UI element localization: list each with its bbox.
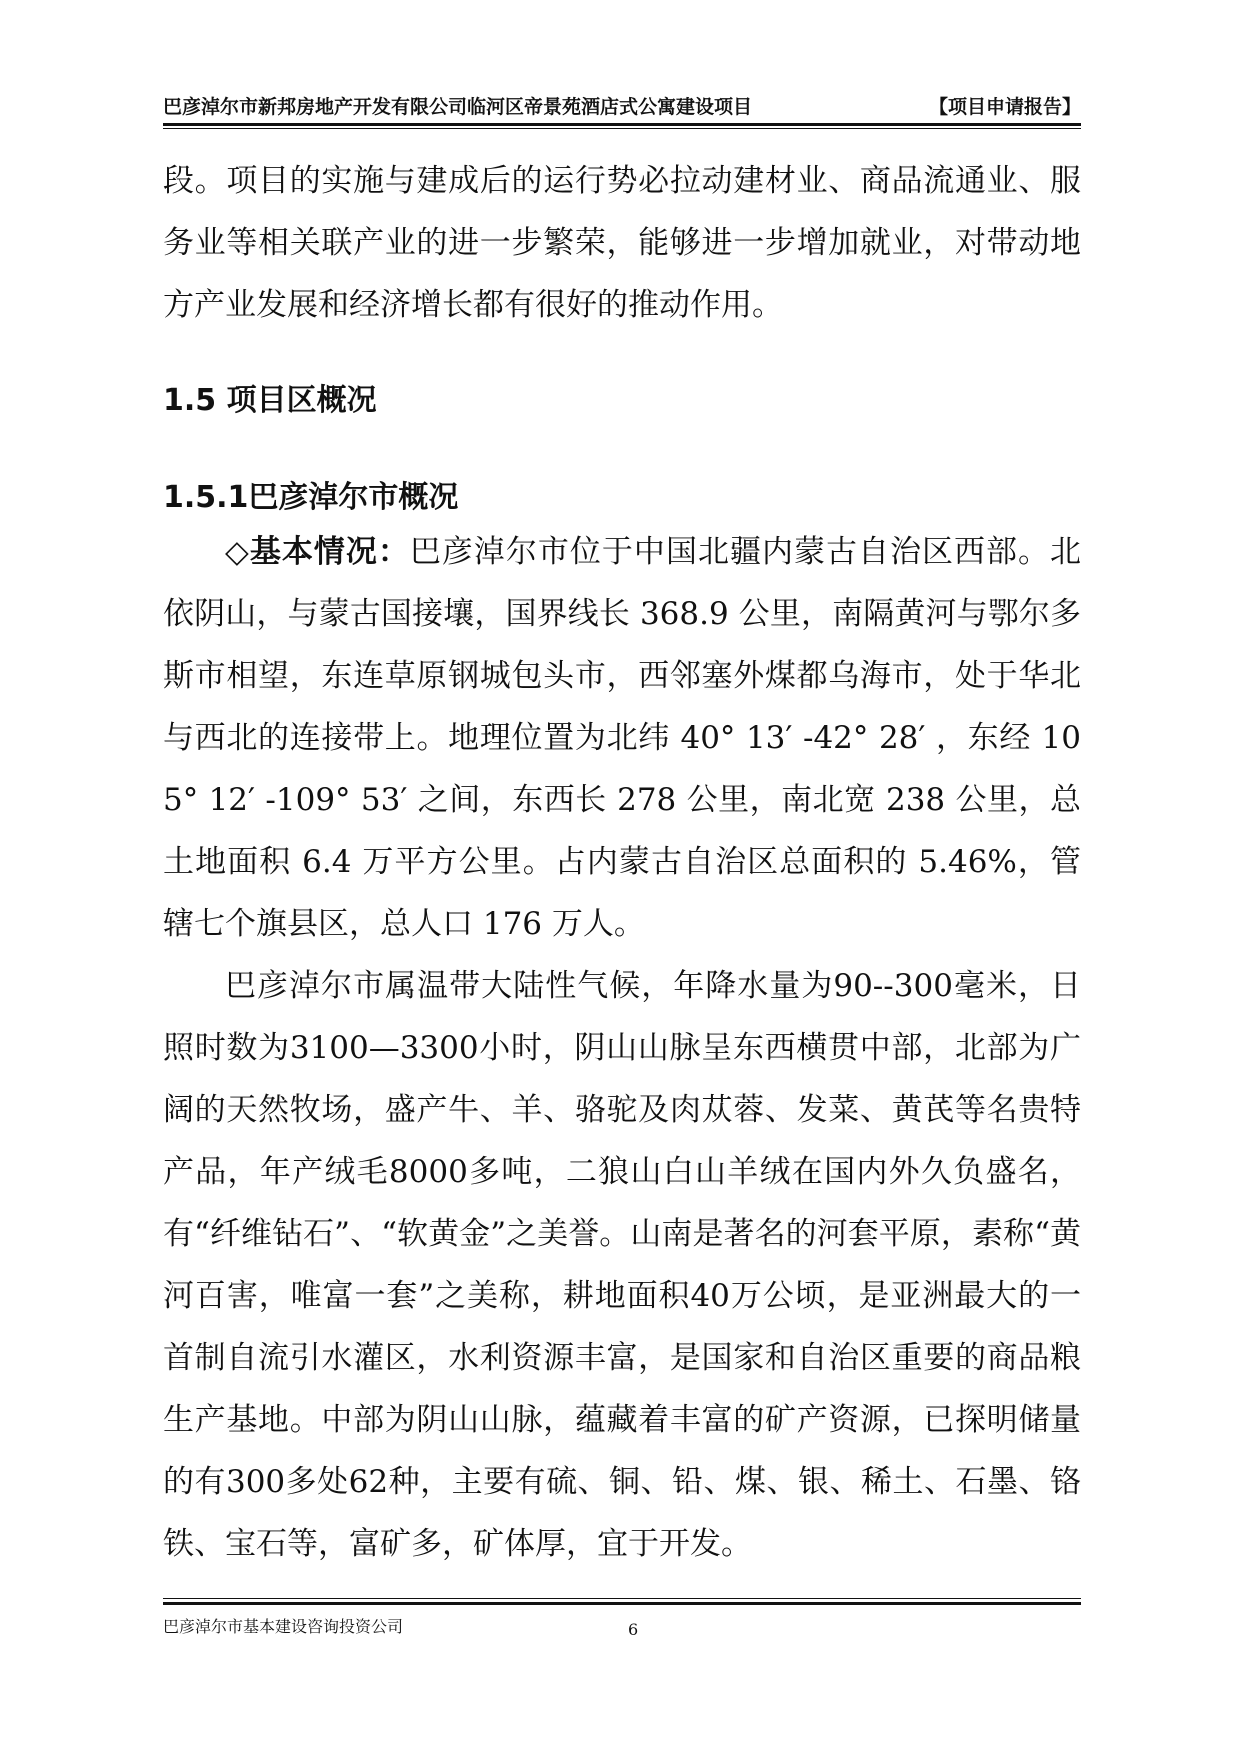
section-heading: 1.5 项目区概况 [163,383,377,418]
header-title: 巴彦淖尔市新邦房地产开发有限公司临河区帝景苑酒店式公寓建设项目 [163,96,753,118]
basic-info-label: ◇基本情况： [225,534,410,570]
header-rule-thick [163,123,1081,126]
main-text-block [163,521,1081,1575]
basic-info-text: 巴彦淖尔市位于中国北疆内蒙古自治区西部。北依阴山，与蒙古国接壤，国界线长 368.9 公里，南隔黄河与鄂尔多斯市相望，东连草原钢城包头市，西邻塞外煤都乌海市，处于华北与西北的连接带上。地理位置为北纬 40° 13′ -42° 28′ ，东经 105° 12′ -109° 53′ 之间，东西长 278 公里，南北宽 238 公里，总土地面积 6.4 万平方公里。占内蒙古自治区总面积的 5.46%，管辖七个旗县区，总人口 176 万人。 [163,534,1082,942]
header-tag: 【项目申请报告】 [928,96,1081,118]
basic-info-paragraph [163,521,1081,955]
page-header [163,84,1081,124]
header-rule-thin [163,128,1081,129]
footer-rule-thin [163,1598,1081,1599]
footer-company: 巴彦淖尔市基本建设咨询投资公司 [163,1617,404,1636]
page-number: 6 [628,1620,639,1639]
subsection-heading: 1.5.1巴彦淖尔市概况 [163,480,459,515]
climate-paragraph: 巴彦淖尔市属温带大陆性气候，年降水量为90--300毫米，日照时数为3100—3300小时，阴山山脉呈东西横贯中部，北部为广阔的天然牧场，盛产牛、羊、骆驼及肉苁蓉、发菜、黄芪等名贵特产品，年产绒毛8000多吨，二狼山白山羊绒在国内外久负盛名，有“纤维钻石”、“软黄金”之美誉。山南是著名的河套平原，素称“黄河百害，唯富一套”之美称，耕地面积40万公顷，是亚洲最大的一首制自流引水灌区，水利资源丰富，是国家和自治区重要的商品粮生产基地。中部为阴山山脉，蕴藏着丰富的矿产资源，已探明储量的有300多处62种，主要有硫、铜、铅、煤、银、稀土、石墨、铬铁、宝石等，富矿多，矿体厚，宜于开发。 [163,968,1081,1562]
intro-block [163,150,1081,336]
intro-paragraph: 段。项目的实施与建成后的运行势必拉动建材业、商品流通业、服务业等相关联产业的进一步繁荣，能够进一步增加就业，对带动地方产业发展和经济增长都有很好的推动作用。 [163,163,1081,323]
footer-rule-thick [163,1602,1081,1605]
